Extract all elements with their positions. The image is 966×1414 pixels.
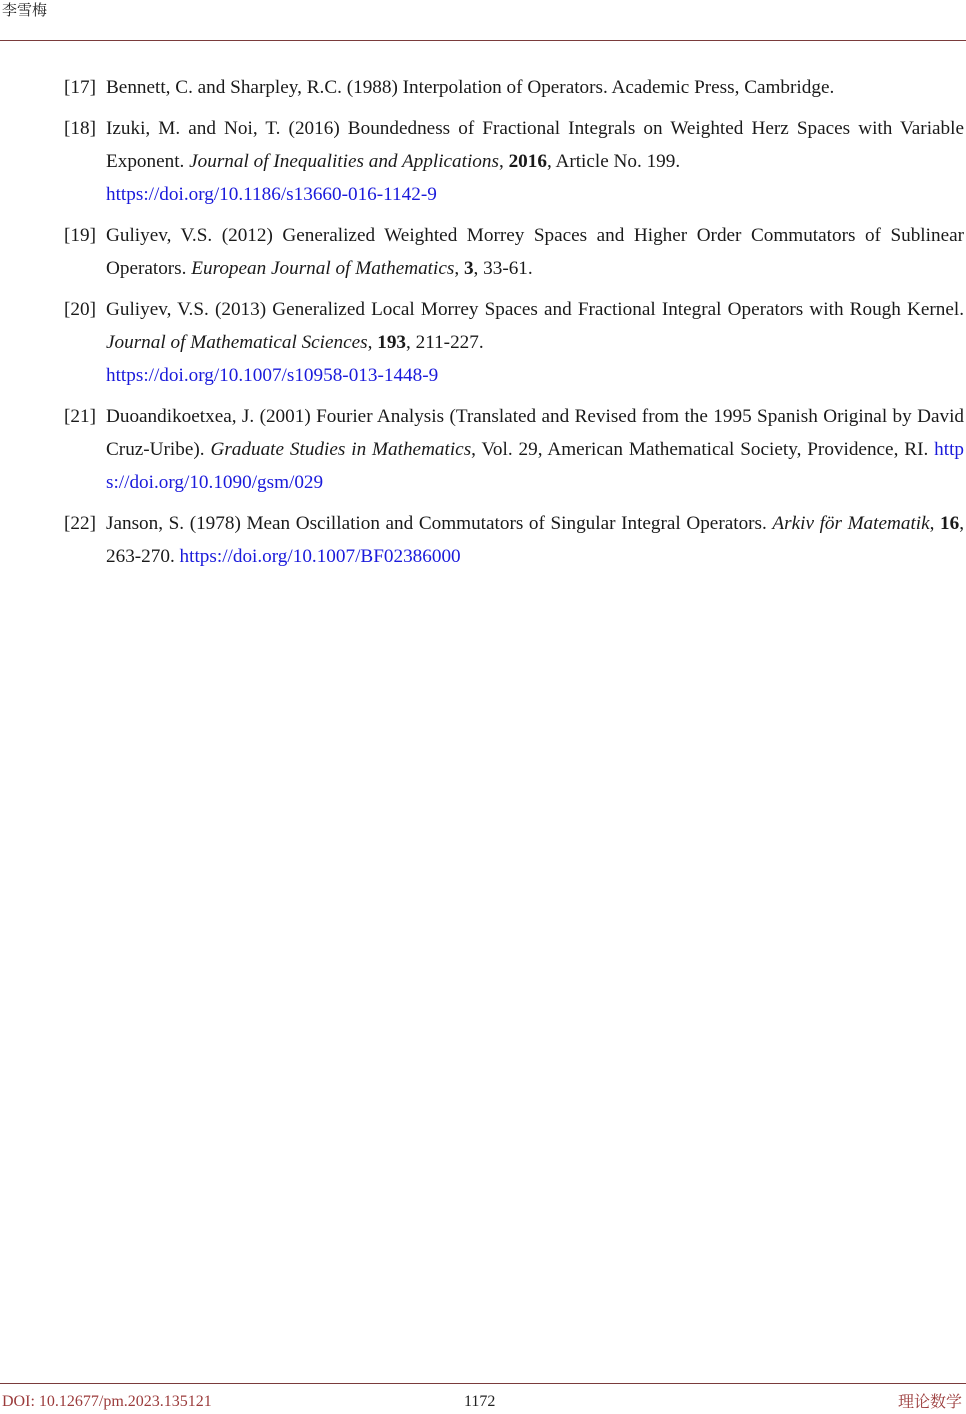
reference-doi-link[interactable]: https://doi.org/10.1007/s10958-013-1448-9 [106,365,439,386]
running-header-author: 李雪梅 [2,1,48,19]
reference-text: , [367,332,378,353]
reference-number: [19] [64,225,96,246]
reference-text: Guliyev, V.S. (2012) Generalized Weighted Morrey Spaces and Higher Order Commutators of Sublinear Operators. [106,225,964,279]
reference-journal-title: Graduate Studies in Mathematics [210,439,472,460]
reference-journal-title: Journal of Mathematical Sciences [106,332,368,353]
reference-volume: 2016 [508,151,547,172]
reference-doi-link[interactable]: https://doi.org/10.1090/gsm/029 [106,439,965,493]
reference-number: [18] [64,118,96,139]
footer-journal-name: 理论数学 [897,1392,962,1411]
reference-volume: 16 [940,513,960,534]
reference-doi-link[interactable]: https://doi.org/10.1007/BF02386000 [179,546,461,567]
reference-item [64,71,964,104]
reference-item [64,400,964,499]
reference-text: , 33-61. [473,258,533,279]
reference-text: , Vol. 29, American Mathematical Society, Providence, RI. [471,439,935,460]
reference-number: [20] [64,299,96,320]
reference-text: Bennett, C. and Sharpley, R.C. (1988) Interpolation of Operators. Academic Press, Cambridge. [106,77,835,98]
reference-number: [17] [64,77,96,98]
footer-divider [0,1383,966,1384]
reference-text: , 263-270. [106,513,965,567]
reference-doi-link[interactable]: https://doi.org/10.1186/s13660-016-1142-9 [106,184,437,205]
reference-item [64,219,964,285]
reference-text: , [929,513,941,534]
reference-item [64,112,964,211]
reference-list [64,71,964,581]
header-divider [0,40,966,41]
reference-text: Guliyev, V.S. (2013) Generalized Local Morrey Spaces and Fractional Integral Operators with Rough Kernel. [106,299,964,320]
reference-volume: 193 [377,332,407,353]
reference-journal-title: Journal of Inequalities and Applications [189,151,499,172]
reference-text: , 211-227. [406,332,484,353]
reference-journal-title: Arkiv för Matematik [772,513,930,534]
reference-item [64,293,964,392]
reference-number: [21] [64,406,96,427]
reference-number: [22] [64,513,96,534]
reference-text: Janson, S. (1978) Mean Oscillation and Commutators of Singular Integral Operators. [106,513,773,534]
reference-text: Izuki, M. and Noi, T. (2016) Boundedness of Fractional Integrals on Weighted Herz Spaces with Variable Exponent. [106,118,964,172]
reference-text: Duoandikoetxea, J. (2001) Fourier Analysis (Translated and Revised from the 1995 Spanish Original by David Cruz-Uribe). [106,406,964,460]
reference-volume: 3 [463,258,474,279]
reference-text: , Article No. 199. [546,151,681,172]
reference-item [64,507,964,573]
footer-doi: DOI: 10.12677/pm.2023.135121 [2,1393,212,1410]
reference-journal-title: European Journal of Mathematics [191,258,455,279]
reference-text: , [498,151,509,172]
reference-text: , [454,258,464,279]
page-number: 1172 [464,1393,496,1410]
